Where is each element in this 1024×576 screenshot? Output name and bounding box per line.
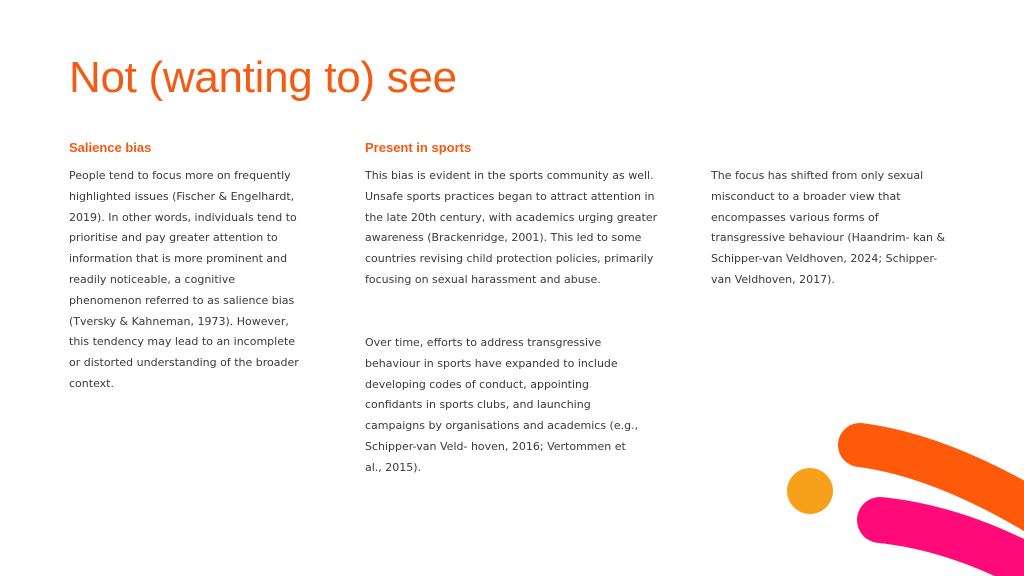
text-line: this tendency may lead to an incomplete xyxy=(69,335,296,349)
text-line: focusing on sexual harassment and abuse. xyxy=(365,272,601,286)
text-line: phenomenon referred to as salience bias xyxy=(69,293,295,307)
text-line: awareness (Brackenridge, 2001). This led to some xyxy=(365,231,642,245)
text-line: behaviour in sports have expanded to include xyxy=(365,356,618,370)
text-line: information that is more prominent and xyxy=(69,252,288,266)
text-line: Over time, efforts to address transgressive xyxy=(365,336,602,349)
text-line: countries revising child protection policies, primarily xyxy=(365,252,654,266)
text-line: transgressive behaviour (Haandrim- kan & xyxy=(711,231,946,245)
text-line: prioritise and pay greater attention to xyxy=(69,231,278,245)
present-in-sports-heading: Present in sports xyxy=(365,140,472,155)
text-line: highlighted issues (Fischer & Engelhardt, xyxy=(69,189,295,203)
text-line: van Veldhoven, 2017). xyxy=(711,272,835,286)
text-line: The focus has shifted from only sexual xyxy=(711,169,924,182)
text-line: context. xyxy=(69,376,114,390)
text-line: al., 2015). xyxy=(365,460,422,474)
text-line: or distorted understanding of the broader xyxy=(69,356,299,370)
page-title: Not (wanting to) see xyxy=(69,53,457,102)
text-line: developing codes of conduct, appointing xyxy=(365,377,590,391)
text-line: People tend to focus more on frequently xyxy=(69,169,291,182)
text-line: This bias is evident in the sports community as well. xyxy=(365,169,654,182)
text-line: encompasses various forms of xyxy=(711,210,879,224)
text-line: confidants in sports clubs, and launching xyxy=(365,398,591,412)
text-line: readily noticeable, a cognitive xyxy=(69,272,235,286)
text-line: Unsafe sports practices began to attract attention in xyxy=(365,189,655,203)
text-line: 2019). In other words, individuals tend to xyxy=(69,210,297,224)
text-line: campaigns by organisations and academics (e.g., xyxy=(365,419,639,433)
text-line: the late 20th century, with academics urging greater xyxy=(365,210,658,224)
text-line: Schipper-van Veldhoven, 2024; Schipper- xyxy=(711,252,938,266)
yellow-dot xyxy=(787,468,833,514)
pink-stripe xyxy=(880,520,1024,576)
text-line: (Tversky & Kahneman, 1973). However, xyxy=(69,314,289,328)
text-line: misconduct to a broader view that xyxy=(711,189,901,203)
salience-bias-heading: Salience bias xyxy=(69,140,152,155)
text-line: Schipper-van Veld- hoven, 2016; Vertommen et xyxy=(365,439,626,453)
